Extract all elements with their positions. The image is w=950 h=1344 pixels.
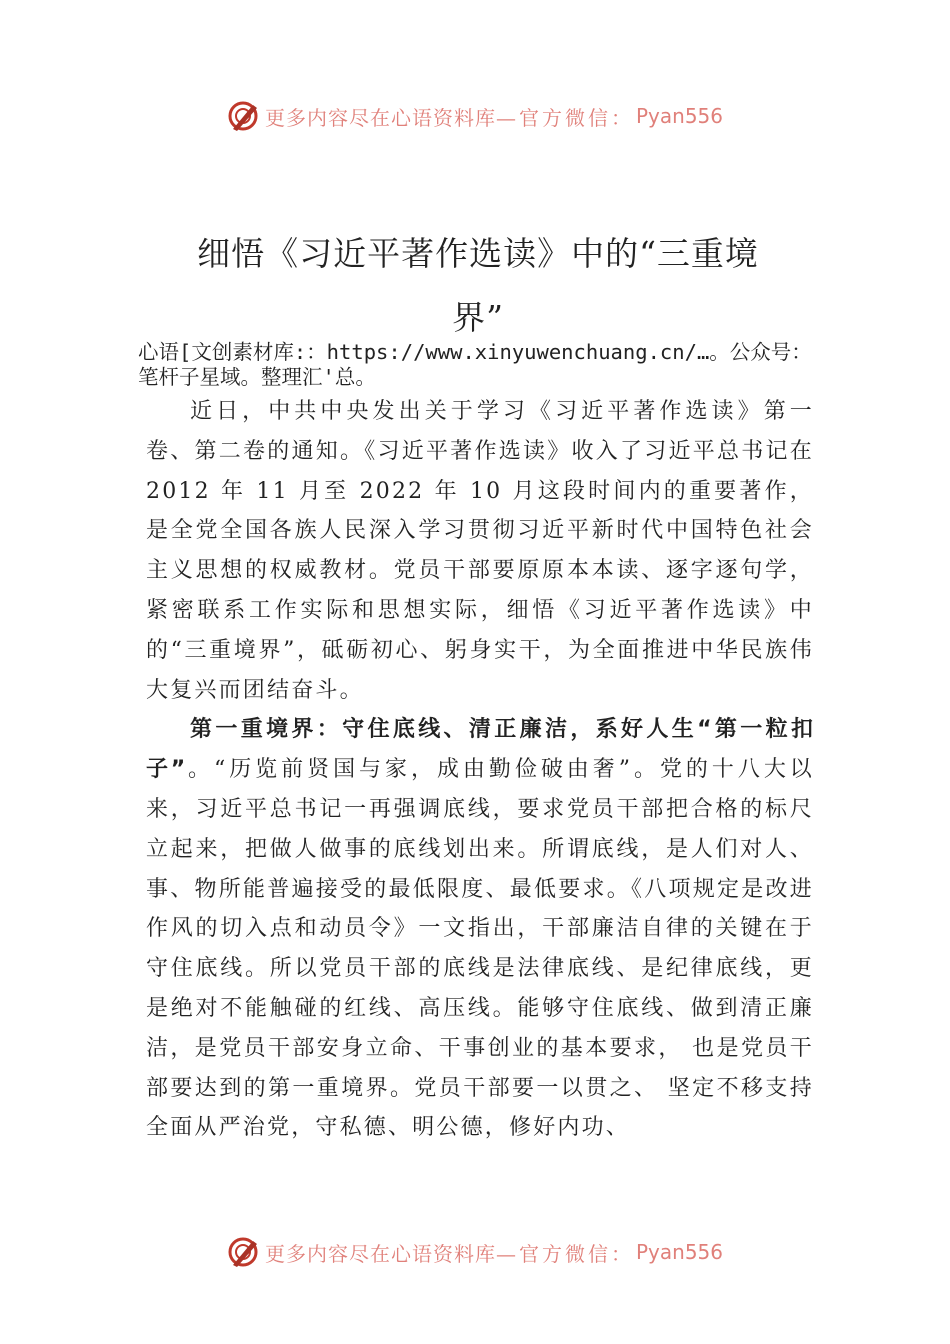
paragraph-1: 近日，中共中央发出关于学习《习近平著作选读》第一卷、第二卷的通知。《习近平著作选读》收入了习近平总书记在 2012 年 11 月至 2022 年 10 月这段时间内的重要著作，是全党全国各族人民深入学习贯彻习近平新时代中国特色社会主义思想的权威教材。党员干部要原原本本读、逐字逐句学，紧密联系工作实际和思想实际，细悟《习近平著作选读》中的“三重境界”，砥砺初心、躬身实干，为全面推进中华民族伟大复兴而团结奋斗。 bbox=[146, 399, 814, 703]
paragraph-2 bbox=[146, 710, 814, 1148]
banner-wechat-label: 官方微信： bbox=[518, 105, 634, 130]
banner-text: 更多内容尽在心语资料库— bbox=[264, 1241, 517, 1266]
section-heading-1: 第一重境界：守住底线、清正廉洁，系好人生“第一粒扣子” bbox=[146, 717, 814, 783]
title-line-1: 细悟《习近平著作选读》中的“三重境 bbox=[197, 234, 759, 274]
banner-wechat-label: 官方微信： bbox=[518, 1241, 634, 1266]
pen-logo-icon bbox=[227, 1235, 261, 1269]
article-body bbox=[146, 392, 814, 1148]
banner-wechat-id: Pyan556 bbox=[635, 104, 723, 128]
paragraph-2-text: 。“历览前贤国与家，成由勤俭破由奢”。党的十八大以来，习近平总书记一再强调底线，要求党员干部把合格的标尺立起来，把做人做事的底线划出来。所谓底线，是人们对人、事、物所能普遍接受的最低限度、最低要求。《八项规定是改进作风的切入点和动员令》一文指出，干部廉洁自律的关键在于守住底线。所以党员干部的底线是法律底线、是纪律底线，更是绝对不能触碰的红线、高压线。能够守住底线、做到清正廉洁，是党员干部安身立命、干事创业的基本要求， 也是党员干部要达到的第一重境界。党员干部要一以贯之、 坚定不移支持全面从严治党，守私德、明公德，修好内功、 bbox=[146, 757, 814, 1141]
title-line-2: 界” bbox=[452, 298, 504, 338]
banner-text: 更多内容尽在心语资料库— bbox=[264, 105, 517, 130]
watermark-banner-bottom bbox=[0, 1232, 950, 1272]
source-note: 心语[文创素材库:：https://www.xinyuwenchuang.cn/…。公众号：笔杆子星域。整理汇'总。 bbox=[138, 340, 812, 389]
watermark-banner-top bbox=[0, 96, 950, 136]
page-title bbox=[148, 222, 808, 350]
banner-wechat-id: Pyan556 bbox=[635, 1240, 723, 1264]
pen-logo-icon bbox=[227, 99, 261, 133]
